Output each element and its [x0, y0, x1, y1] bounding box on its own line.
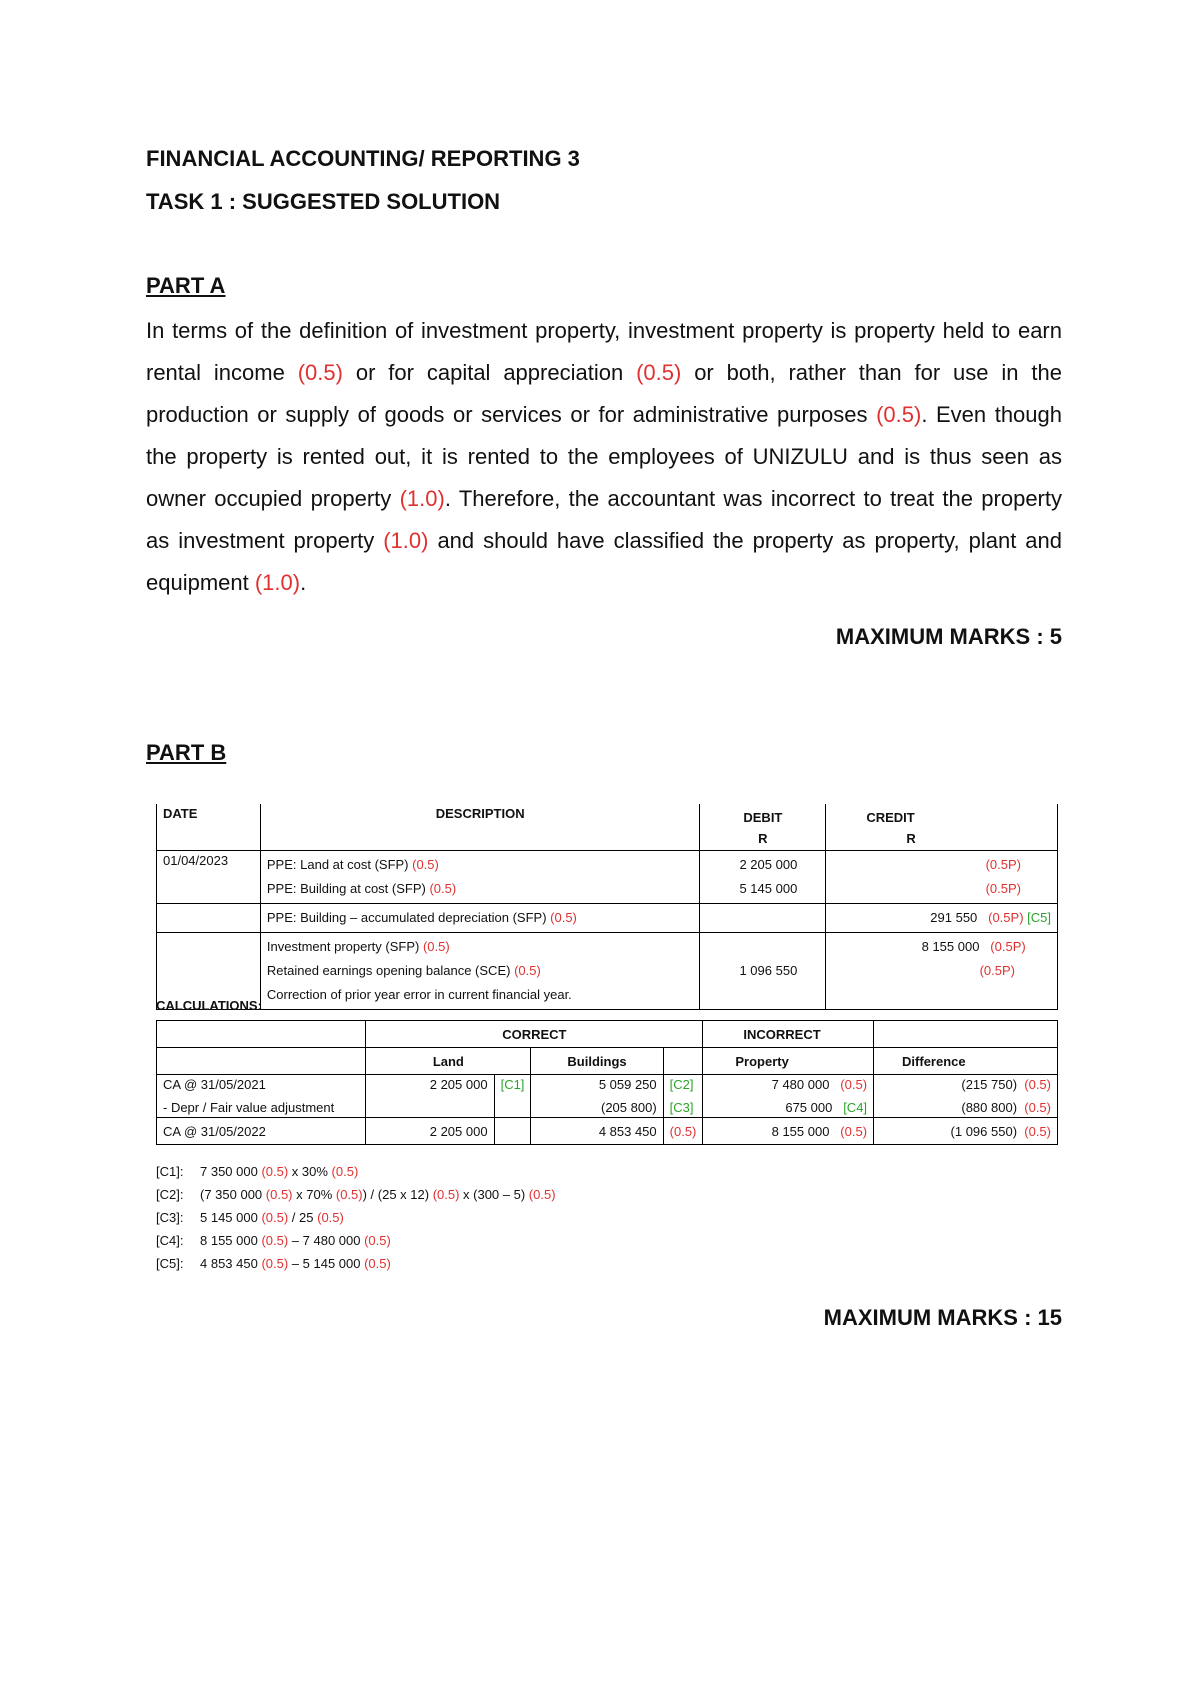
document-subtitle: TASK 1 : SUGGESTED SOLUTION: [146, 189, 501, 214]
journal-group: PPE: Building – accumulated depreciation (SFP) (0.5) 291 550 (0.5P) [C5]: [157, 904, 1058, 933]
mark: (1.0): [254, 570, 301, 595]
land-header: Land: [366, 1048, 531, 1075]
mark: (0.5): [876, 402, 922, 427]
debit-header: DEBIT R: [700, 804, 826, 851]
journal-line: PPE: Building – accumulated depreciation (SFP) (0.5): [266, 910, 577, 925]
journal-entry-table: [156, 804, 1058, 1010]
journal-group: Investment property (SFP) (0.5) Retained earnings opening balance (SCE) (0.5) Correction of prior year error in current financial year. 1 096 550 8 155 000 (0.5P) (0.5P): [157, 933, 1058, 1010]
difference-header: Difference: [874, 1048, 1058, 1075]
mark: (1.0): [383, 528, 429, 553]
date-header: DATE: [157, 804, 261, 851]
description-header: DESCRIPTION: [260, 804, 700, 851]
note-c2: [C2]: (7 350 000 (0.5) x 70% (0.5)) / (25 x 12) (0.5) x (300 – 5) (0.5): [156, 1187, 556, 1202]
property-header: Property: [703, 1048, 874, 1075]
table-row: CA @ 31/05/2021 - Depr / Fair value adjustment 2 205 000 [C1] 5 059 250 (205 800) [C2] [C3] 7 480 000 (0.5) 675 000 [C4] (215 750) (0.5) (880 800) (0.5): [157, 1075, 1058, 1118]
note-c1: [C1]: 7 350 000 (0.5) x 30% (0.5): [156, 1164, 359, 1179]
calculations-table: [156, 1020, 1058, 1145]
journal-line: Investment property (SFP) (0.5): [266, 939, 450, 954]
note-c3: [C3]: 5 145 000 (0.5) / 25 (0.5): [156, 1210, 344, 1225]
mark: (0.5): [297, 360, 343, 385]
credit-header: CREDIT R: [826, 804, 1058, 851]
part-a-max-marks: MAXIMUM MARKS : 5: [835, 624, 1062, 649]
incorrect-header: INCORRECT: [703, 1021, 874, 1048]
calculations-label: CALCULATIONS:: [156, 998, 262, 1013]
journal-group: 01/04/2023 PPE: Land at cost (SFP) (0.5) PPE: Building at cost (SFP) (0.5) 2 205 000 5 145 000 (0.5P) (0.5P): [157, 851, 1058, 904]
journal-narration: Correction of prior year error in current financial year.: [266, 987, 572, 1002]
journal-line: PPE: Building at cost (SFP) (0.5): [266, 881, 457, 896]
mark: (1.0): [399, 486, 445, 511]
buildings-header: Buildings: [531, 1048, 663, 1075]
journal-line: PPE: Land at cost (SFP) (0.5): [266, 857, 439, 872]
table-row: CA @ 31/05/2022 2 205 000 4 853 450 (0.5) 8 155 000 (0.5) (1 096 550) (0.5): [157, 1118, 1058, 1145]
correct-header: CORRECT: [366, 1021, 703, 1048]
journal-date: 01/04/2023: [157, 851, 261, 904]
part-a-heading: PART A: [146, 273, 226, 298]
calculation-notes: [156, 1160, 556, 1275]
note-c4: [C4]: 8 155 000 (0.5) – 7 480 000 (0.5): [156, 1233, 391, 1248]
journal-line: Retained earnings opening balance (SCE) (0.5): [266, 963, 541, 978]
mark: (0.5): [636, 360, 682, 385]
document-title: FINANCIAL ACCOUNTING/ REPORTING 3: [146, 146, 580, 171]
part-a-paragraph: In terms of the definition of investment property, investment property is property held to earn rental income (0.5) or for capital appreciation (0.5) or both, rather than for use in the production or supply of goods or services or for administrative purposes (0.5). Even though the property is rented out, it is rented to the employees of UNIZULU and is thus seen as owner occupied property (1.0). Therefore, the accountant was incorrect to treat the property as investment property (1.0) and should have classified the property as property, plant and equipment (1.0).: [146, 318, 1062, 595]
note-c5: [C5]: 4 853 450 (0.5) – 5 145 000 (0.5): [156, 1256, 391, 1271]
part-b-max-marks: MAXIMUM MARKS : 15: [823, 1305, 1062, 1330]
part-b-heading: PART B: [146, 740, 227, 765]
